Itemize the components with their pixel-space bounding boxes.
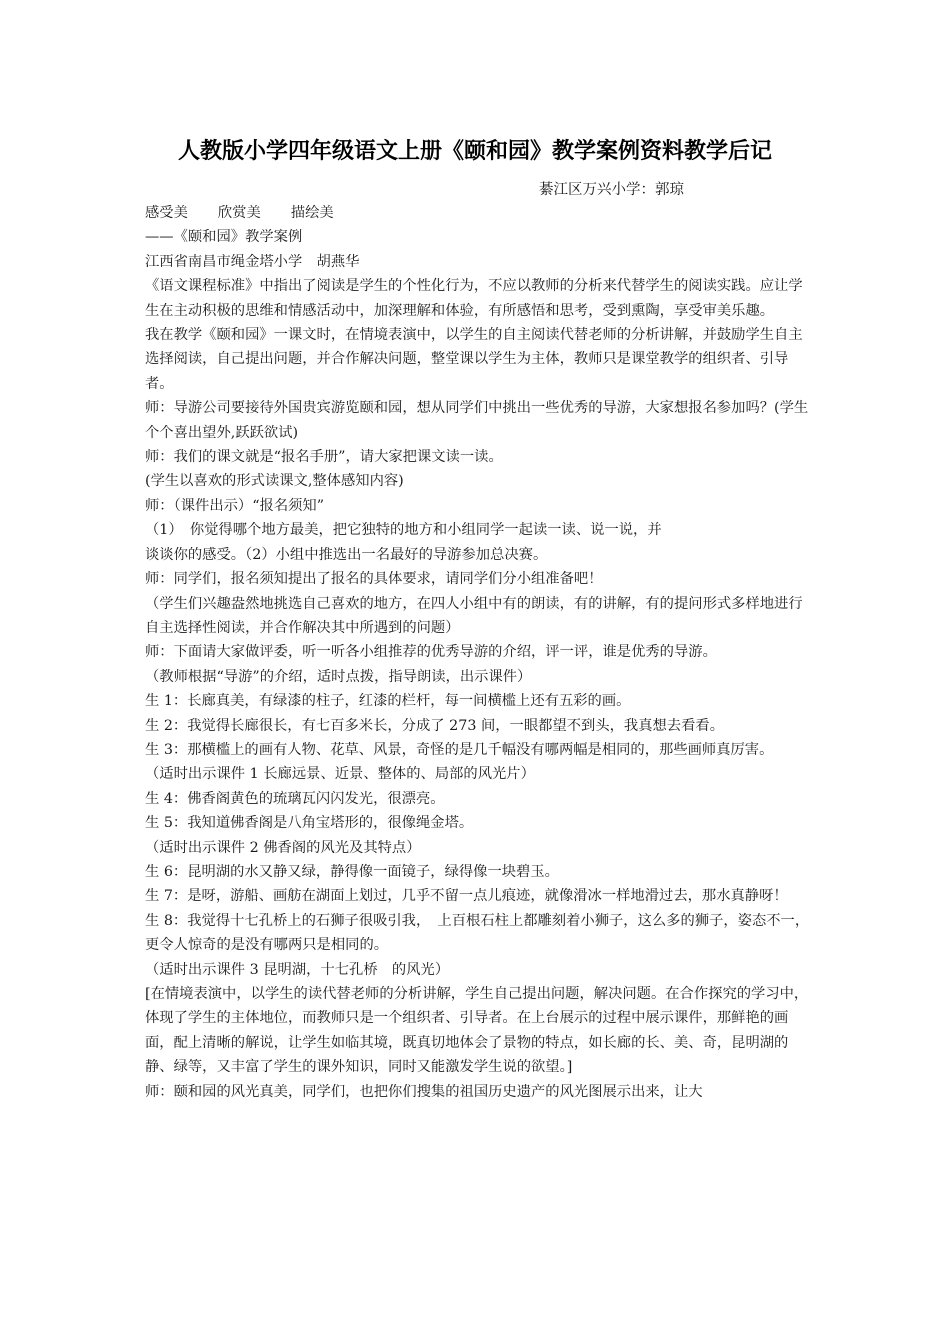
paragraph: 生 5：我知道佛香阁是八角宝塔形的，很像绳金塔。: [145, 815, 474, 832]
theme-line: [145, 201, 810, 225]
theme-item: 感受美: [145, 205, 188, 221]
paragraph: （适时出示课件 2 佛香阁的风光及其特点）: [145, 839, 421, 856]
paragraph: 师：下面请大家做评委，听一听各小组推荐的优秀导游的介绍，评一评，谁是优秀的导游。: [145, 644, 717, 661]
paragraph: 师：导游公司要接待外国贵宾游览颐和园，想从同学们中挑出一些优秀的导游，大家想报名参加吗？(学生个个喜出望外,跃跃欲试): [145, 400, 809, 441]
document-body: [145, 201, 810, 1104]
paragraph: 生 2：我觉得长廊很长，有七百多米长，分成了 273 间，一眼都望不到头，我真想去看看。: [145, 717, 724, 734]
subtitle-line: ——《颐和园》教学案例: [145, 229, 303, 246]
paragraph: （学生们兴趣盎然地挑选自己喜欢的地方，在四人小组中有的朗读，有的讲解，有的提问形式多样地进行自主选择性阅读，并合作解决其中所遇到的问题）: [145, 595, 803, 636]
paragraph: (学生以喜欢的形式读课文,整体感知内容): [145, 473, 404, 490]
paragraph: （1） 你觉得哪个地方最美，把它独特的地方和小组同学一起读一读、说一说，并: [145, 522, 662, 539]
paragraph: 《语文课程标准》中指出了阅读是学生的个性化行为，不应以教师的分析来代替学生的阅读实践。应让学生在主动积极的思维和情感活动中，加深理解和体验，有所感悟和思考，受到熏陶，享受审美乐趣。: [145, 278, 803, 319]
document-title: 人教版小学四年级语文上册《颐和园》教学案例资料教学后记: [177, 138, 772, 164]
theme-item: 欣赏美: [217, 205, 261, 221]
paragraph: 谈谈你的感受。（2）小组中推选出一名最好的导游参加总决赛。: [145, 546, 548, 563]
paragraph: 师：我们的课文就是“报名手册”，请大家把课文读一读。: [145, 449, 503, 466]
paragraph: 生 1：长廊真美，有绿漆的柱子，红漆的栏杆，每一间横槛上还有五彩的画。: [145, 693, 631, 710]
school-line: 江西省南昌市绳金塔小学 胡燕华: [145, 253, 360, 270]
paragraph: 生 3：那横槛上的画有人物、花草、风景，奇怪的是几千幅没有哪两幅是相同的，那些画师真厉害。: [145, 741, 774, 758]
paragraph: （教师根据“导游”的介绍，适时点拨，指导朗读，出示课件）: [145, 668, 532, 685]
paragraph: 生 4：佛香阁黄色的琉璃瓦闪闪发光，很漂亮。: [145, 790, 445, 807]
paragraph: （适时出示课件 1 长廊远景、近景、整体的、局部的风光片）: [145, 766, 535, 783]
theme-item: 描绘美: [290, 205, 334, 221]
paragraph: 师：（课件出示）“报名须知”: [145, 497, 325, 514]
commentary-paragraph: [在情境表演中，以学生的读代替老师的分析讲解，学生自己提出问题，解决问题。在合作探究的学习中，体现了学生的主体地位，而教师只是一个组织者、引导者。在上台展示的过程中展示课件，那鲜艳的画面，配上清晰的解说，让学生如临其境，既真切地体会了景物的特点，如长廊的长、美、奇，昆明湖的静、绿等，又丰富了学生的课外知识，同时又能激发学生说的欲望。]: [145, 986, 809, 1076]
paragraph: 生 6：昆明湖的水又静又绿，静得像一面镜子，绿得像一块碧玉。: [145, 863, 559, 880]
author-line: 綦江区万兴小学：郭琼: [539, 182, 684, 198]
paragraph: 师：同学们，报名须知提出了报名的具体要求，请同学们分小组准备吧！: [145, 571, 603, 588]
paragraph: （适时出示课件 3 昆明湖，十七孔桥 的风光）: [145, 961, 450, 978]
paragraph: 生 7：是呀，游船、画舫在湖面上划过，几乎不留一点儿痕迹，就像滑冰一样地滑过去，那水真静呀！: [145, 888, 788, 905]
paragraph: 生 8：我觉得十七孔桥上的石狮子很吸引我， 上百根石柱上都雕刻着小狮子，这么多的狮子，姿态不一，更令人惊奇的是没有哪两只是相同的。: [145, 912, 810, 954]
paragraph: 师：颐和园的风光真美，同学们，也把你们搜集的祖国历史遗产的风光图展示出来，让大: [145, 1083, 703, 1100]
paragraph: 我在教学《颐和园》一课文时，在情境表演中，以学生的自主阅读代替老师的分析讲解，并鼓励学生自主选择阅读，自己提出问题，并合作解决问题，整堂课以学生为主体，教师只是课堂教学的组织者、引导者。: [145, 327, 803, 392]
